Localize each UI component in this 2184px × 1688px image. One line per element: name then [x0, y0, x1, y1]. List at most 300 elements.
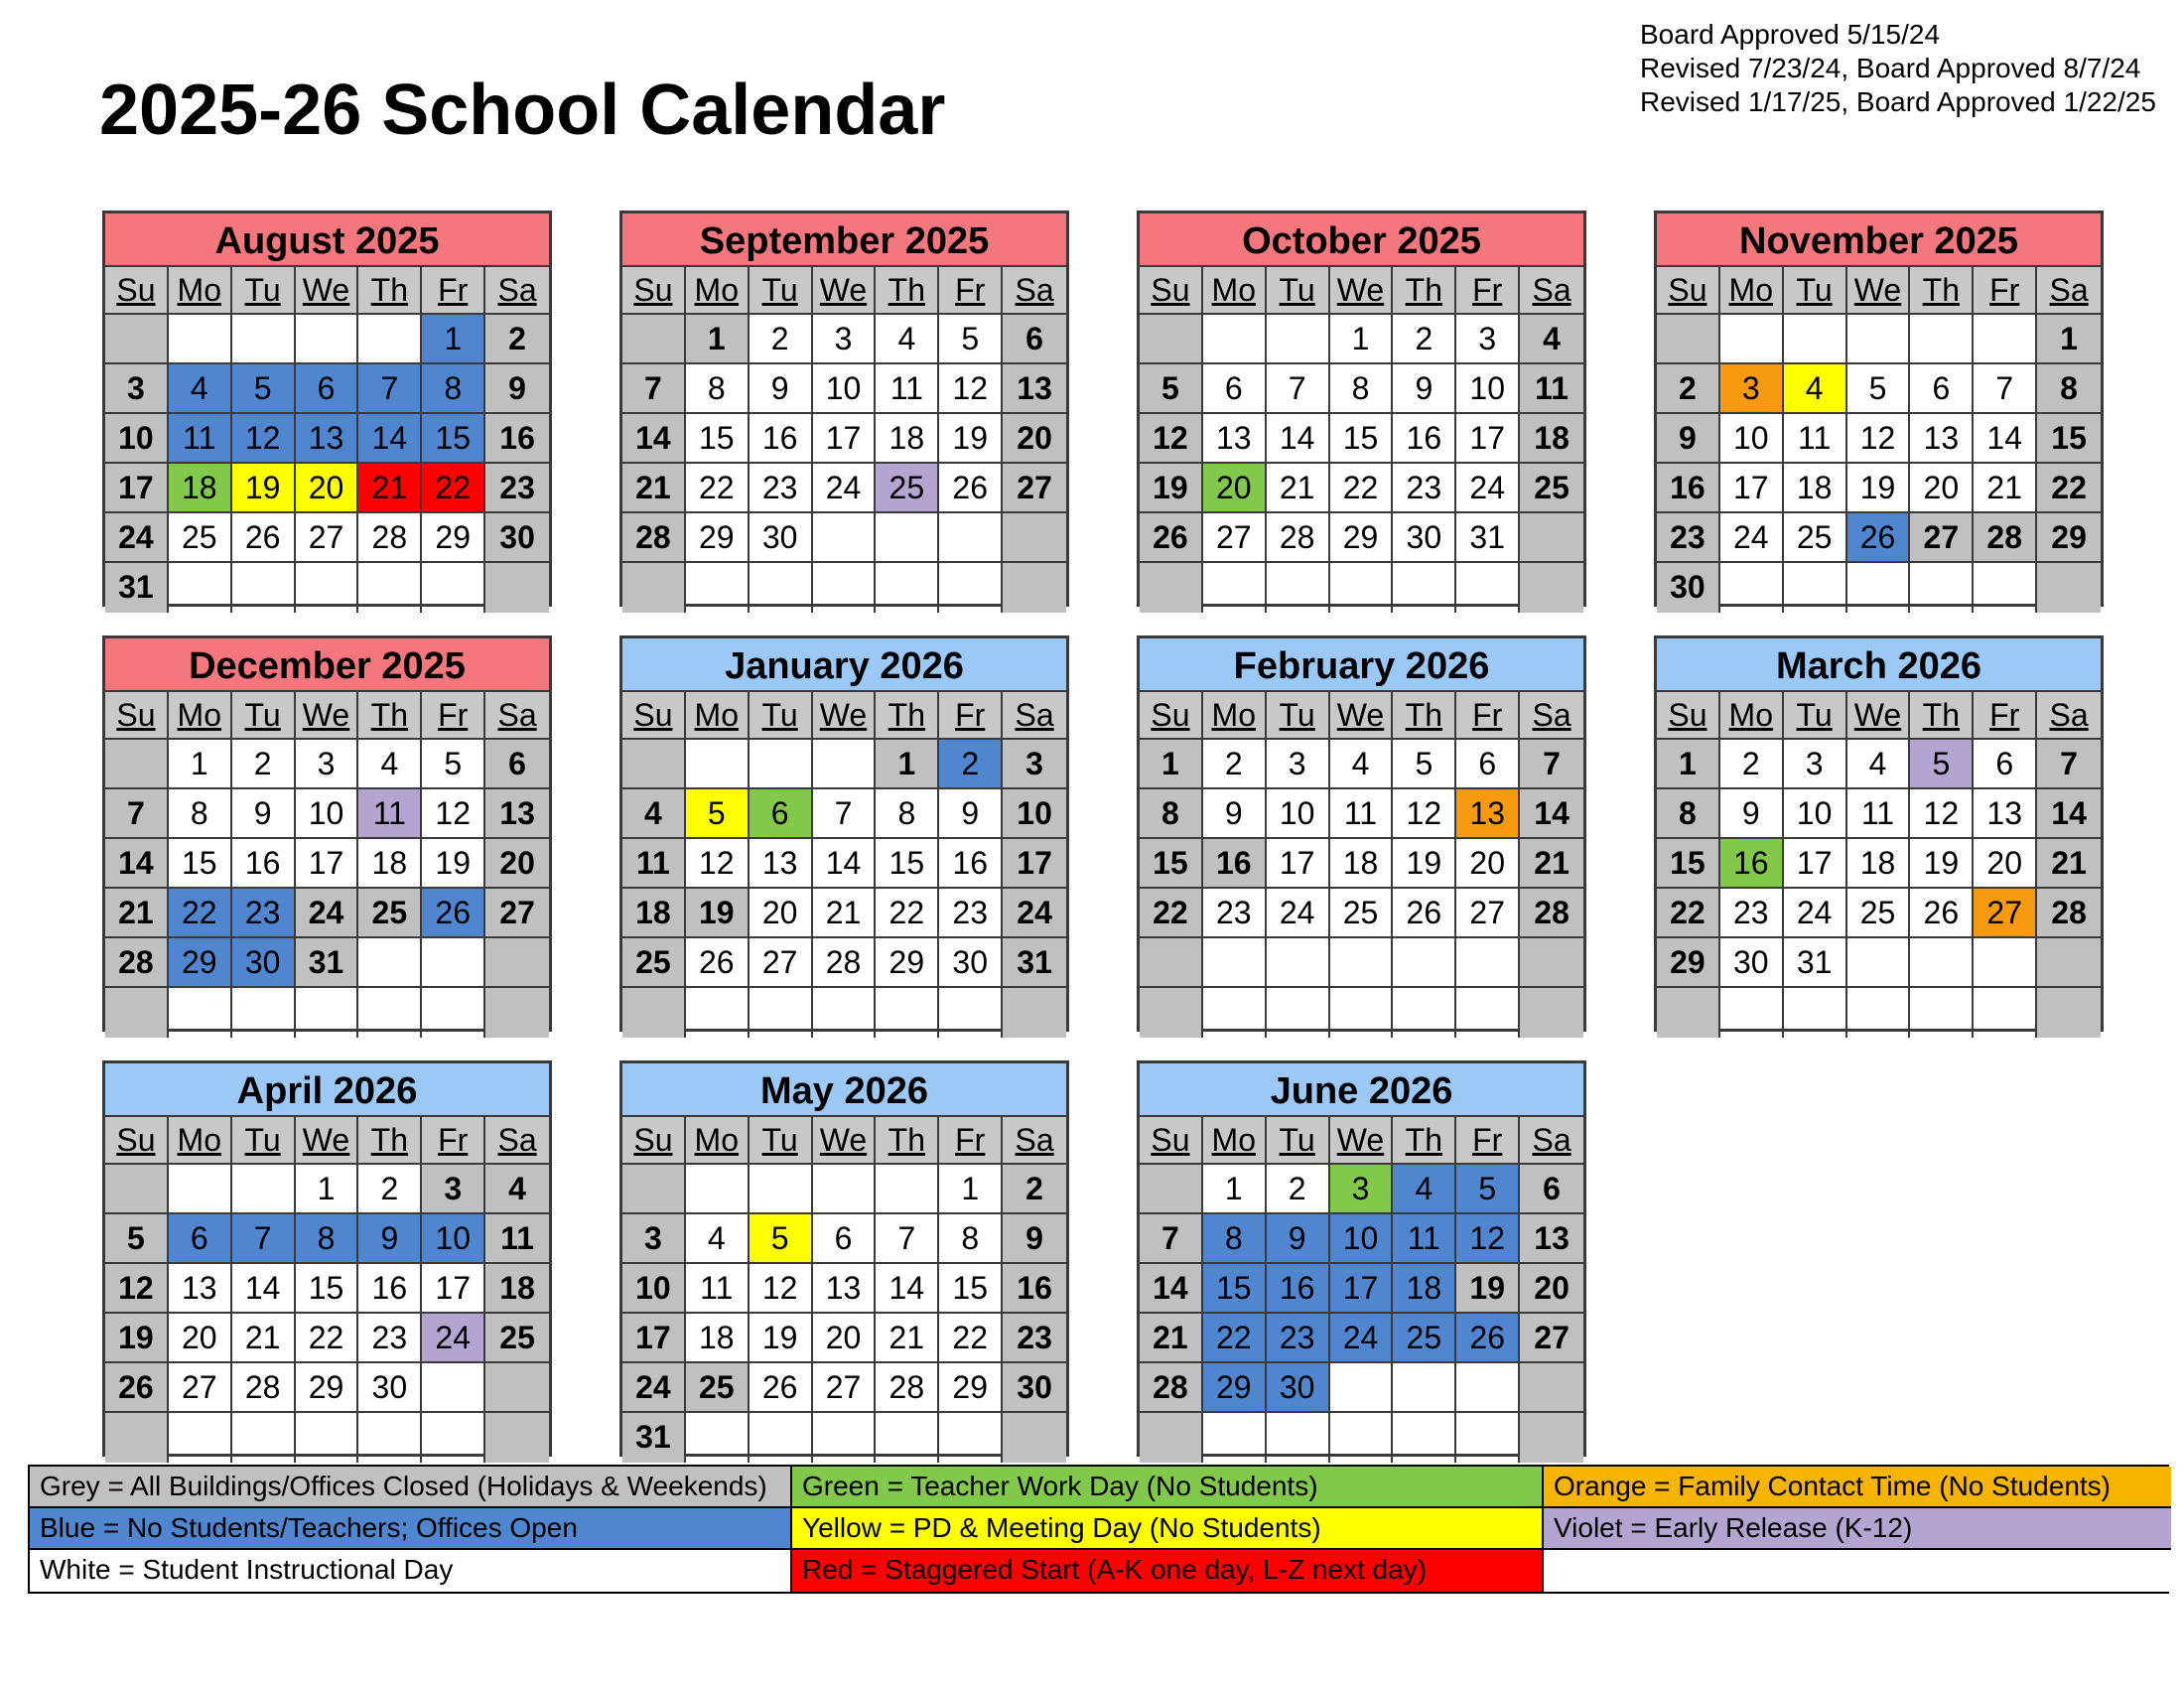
day-cell: 13	[1520, 1214, 1583, 1264]
empty-day-cell	[1910, 988, 1974, 1038]
day-cell: 6	[750, 789, 813, 839]
empty-day-cell	[622, 1165, 686, 1214]
day-cell: 26	[939, 464, 1003, 513]
weekday-label: Fr	[1456, 1117, 1520, 1165]
empty-day-cell	[485, 938, 549, 988]
empty-day-cell	[1456, 1413, 1520, 1463]
weekday-label: Fr	[1456, 692, 1520, 740]
empty-day-cell	[422, 1413, 485, 1463]
day-cell: 20	[1456, 839, 1520, 889]
day-cell: 13	[169, 1264, 232, 1314]
day-cell: 10	[1003, 789, 1066, 839]
day-cell: 3	[1003, 740, 1066, 789]
day-cell: 17	[296, 839, 359, 889]
day-cell: 2	[1267, 1165, 1330, 1214]
day-cell: 18	[1784, 464, 1847, 513]
day-cell: 19	[1910, 839, 1974, 889]
empty-day-cell	[1203, 1413, 1267, 1463]
day-cell: 10	[1456, 364, 1520, 414]
empty-day-cell	[105, 1413, 169, 1463]
empty-day-cell	[1456, 988, 1520, 1038]
day-cell: 28	[1140, 1363, 1203, 1413]
weekday-label: Sa	[485, 267, 549, 315]
day-cell: 29	[296, 1363, 359, 1413]
day-cell: 21	[1974, 464, 2037, 513]
empty-day-cell	[1140, 1413, 1203, 1463]
weekday-label: Mo	[686, 267, 750, 315]
day-cell: 20	[1974, 839, 2037, 889]
day-cell: 17	[1784, 839, 1847, 889]
weekday-label: Su	[105, 1117, 169, 1165]
day-cell: 27	[1203, 513, 1267, 563]
day-cell: 19	[232, 464, 296, 513]
month-title: January 2026	[622, 638, 1066, 692]
legend-item-white: White = Student Instructional Day	[30, 1550, 792, 1592]
empty-day-cell	[485, 1363, 549, 1413]
weekday-label: Th	[1393, 692, 1456, 740]
empty-day-cell	[876, 1165, 939, 1214]
day-cell: 15	[876, 839, 939, 889]
weekday-label: Su	[105, 267, 169, 315]
month-september-2025	[619, 211, 1069, 607]
day-cell: 7	[813, 789, 877, 839]
day-cell: 21	[1520, 839, 1583, 889]
day-cell: 15	[2037, 414, 2101, 464]
day-cell: 21	[813, 889, 877, 938]
legend-item-yellow: Yellow = PD & Meeting Day (No Students)	[792, 1508, 1544, 1550]
day-cell: 2	[485, 315, 549, 364]
day-cell: 30	[1267, 1363, 1330, 1413]
day-cell: 30	[750, 513, 813, 563]
day-cell: 21	[622, 464, 686, 513]
empty-day-cell	[1003, 563, 1066, 613]
empty-day-cell	[813, 563, 877, 613]
weekday-label: Mo	[1720, 267, 1784, 315]
empty-day-cell	[1140, 988, 1203, 1038]
day-cell: 8	[169, 789, 232, 839]
weekday-label: Th	[358, 267, 422, 315]
empty-day-cell	[1974, 315, 2037, 364]
day-cell: 30	[1657, 563, 1720, 613]
day-cell: 10	[1330, 1214, 1394, 1264]
day-cell: 21	[1267, 464, 1330, 513]
month-title: March 2026	[1657, 638, 2101, 692]
day-cell: 24	[1003, 889, 1066, 938]
empty-day-cell	[1267, 938, 1330, 988]
weekday-label: Fr	[422, 267, 485, 315]
day-cell: 4	[169, 364, 232, 414]
empty-day-cell	[1520, 988, 1583, 1038]
day-cell: 29	[169, 938, 232, 988]
day-cell: 14	[105, 839, 169, 889]
day-cell: 10	[105, 414, 169, 464]
empty-day-cell	[622, 563, 686, 613]
empty-day-cell	[1140, 563, 1203, 613]
weekday-label: Mo	[1203, 692, 1267, 740]
day-cell: 15	[1203, 1264, 1267, 1314]
day-cell: 4	[1330, 740, 1394, 789]
day-cell: 24	[1267, 889, 1330, 938]
weekday-label: Su	[1140, 267, 1203, 315]
weekday-label: Fr	[1974, 267, 2037, 315]
empty-day-cell	[169, 988, 232, 1038]
empty-day-cell	[1784, 563, 1847, 613]
empty-day-cell	[1974, 988, 2037, 1038]
day-cell: 18	[485, 1264, 549, 1314]
weekday-label: Su	[622, 267, 686, 315]
day-cell: 17	[813, 414, 877, 464]
empty-day-cell	[1330, 988, 1394, 1038]
day-cell: 23	[939, 889, 1003, 938]
day-cell: 10	[622, 1264, 686, 1314]
day-cell: 1	[1330, 315, 1394, 364]
day-cell: 11	[1847, 789, 1911, 839]
day-cell: 26	[1456, 1314, 1520, 1363]
day-cell: 4	[622, 789, 686, 839]
day-cell: 4	[876, 315, 939, 364]
weekday-label: Tu	[1267, 267, 1330, 315]
empty-day-cell	[169, 1165, 232, 1214]
day-cell: 14	[1520, 789, 1583, 839]
weekday-label: We	[1330, 1117, 1394, 1165]
empty-day-cell	[1910, 315, 1974, 364]
day-cell: 23	[750, 464, 813, 513]
weekday-label: Sa	[2037, 267, 2101, 315]
day-cell: 20	[1203, 464, 1267, 513]
day-cell: 2	[750, 315, 813, 364]
day-cell: 9	[1203, 789, 1267, 839]
weekday-label: Tu	[1784, 267, 1847, 315]
weekday-label: Sa	[1520, 692, 1583, 740]
day-cell: 3	[1720, 364, 1784, 414]
empty-day-cell	[422, 938, 485, 988]
day-cell: 25	[1784, 513, 1847, 563]
color-legend	[28, 1465, 2169, 1594]
weekday-label: Sa	[1003, 1117, 1066, 1165]
day-cell: 26	[750, 1363, 813, 1413]
day-cell: 17	[105, 464, 169, 513]
empty-day-cell	[105, 1165, 169, 1214]
empty-day-cell	[686, 988, 750, 1038]
day-cell: 6	[1456, 740, 1520, 789]
day-cell: 24	[1456, 464, 1520, 513]
day-cell: 13	[1910, 414, 1974, 464]
day-cell: 25	[358, 889, 422, 938]
weekday-label: We	[813, 692, 877, 740]
empty-day-cell	[2037, 988, 2101, 1038]
day-cell: 22	[422, 464, 485, 513]
day-cell: 4	[485, 1165, 549, 1214]
empty-day-cell	[1393, 563, 1456, 613]
day-cell: 1	[2037, 315, 2101, 364]
day-cell: 20	[169, 1314, 232, 1363]
day-cell: 16	[1657, 464, 1720, 513]
empty-day-cell	[622, 988, 686, 1038]
empty-day-cell	[232, 988, 296, 1038]
day-cell: 29	[2037, 513, 2101, 563]
day-cell: 28	[876, 1363, 939, 1413]
weekday-label: Th	[1393, 1117, 1456, 1165]
day-cell: 30	[358, 1363, 422, 1413]
day-cell: 6	[296, 364, 359, 414]
day-cell: 18	[686, 1314, 750, 1363]
day-cell: 15	[1330, 414, 1394, 464]
empty-day-cell	[1203, 315, 1267, 364]
day-cell: 31	[1784, 938, 1847, 988]
empty-day-cell	[2037, 563, 2101, 613]
day-cell: 30	[1003, 1363, 1066, 1413]
day-cell: 1	[876, 740, 939, 789]
day-cell: 15	[169, 839, 232, 889]
weekday-label: Sa	[1520, 267, 1583, 315]
day-cell: 13	[1203, 414, 1267, 464]
day-cell: 27	[1520, 1314, 1583, 1363]
empty-day-cell	[1974, 563, 2037, 613]
day-cell: 30	[1393, 513, 1456, 563]
day-cell: 26	[232, 513, 296, 563]
day-cell: 21	[876, 1314, 939, 1363]
empty-day-cell	[232, 1165, 296, 1214]
empty-day-cell	[622, 315, 686, 364]
day-cell: 5	[939, 315, 1003, 364]
day-cell: 2	[1657, 364, 1720, 414]
day-cell: 7	[876, 1214, 939, 1264]
empty-day-cell	[1267, 1413, 1330, 1463]
day-cell: 18	[1520, 414, 1583, 464]
empty-day-cell	[1330, 1413, 1394, 1463]
day-cell: 12	[1456, 1214, 1520, 1264]
day-cell: 8	[422, 364, 485, 414]
empty-day-cell	[2037, 938, 2101, 988]
day-cell: 16	[750, 414, 813, 464]
revision-line: Revised 1/17/25, Board Approved 1/22/25	[1640, 86, 2156, 117]
month-february-2026	[1137, 635, 1586, 1032]
day-cell: 22	[1203, 1314, 1267, 1363]
weekday-label: Tu	[1267, 1117, 1330, 1165]
day-cell: 15	[422, 414, 485, 464]
day-cell: 16	[1003, 1264, 1066, 1314]
day-cell: 3	[296, 740, 359, 789]
day-cell: 3	[1267, 740, 1330, 789]
day-cell: 14	[2037, 789, 2101, 839]
month-title: February 2026	[1140, 638, 1583, 692]
day-cell: 9	[939, 789, 1003, 839]
month-title: November 2025	[1657, 213, 2101, 267]
weekday-label: Th	[1393, 267, 1456, 315]
day-cell: 22	[876, 889, 939, 938]
day-cell: 22	[169, 889, 232, 938]
month-december-2025	[102, 635, 552, 1032]
empty-day-cell	[1330, 1363, 1394, 1413]
day-cell: 4	[1393, 1165, 1456, 1214]
month-november-2025	[1654, 211, 2104, 607]
empty-day-cell	[939, 988, 1003, 1038]
day-cell: 16	[1393, 414, 1456, 464]
day-cell: 29	[422, 513, 485, 563]
empty-day-cell	[296, 315, 359, 364]
day-cell: 8	[1140, 789, 1203, 839]
day-cell: 3	[622, 1214, 686, 1264]
empty-day-cell	[169, 563, 232, 613]
month-april-2026	[102, 1060, 552, 1457]
day-cell: 5	[1847, 364, 1911, 414]
day-cell: 26	[422, 889, 485, 938]
day-cell: 29	[1203, 1363, 1267, 1413]
day-cell: 2	[232, 740, 296, 789]
day-cell: 26	[105, 1363, 169, 1413]
day-cell: 9	[750, 364, 813, 414]
empty-day-cell	[1203, 563, 1267, 613]
empty-day-cell	[1140, 315, 1203, 364]
empty-day-cell	[813, 1413, 877, 1463]
day-cell: 9	[1720, 789, 1784, 839]
weekday-label: Sa	[1003, 267, 1066, 315]
day-cell: 12	[1910, 789, 1974, 839]
day-cell: 8	[1657, 789, 1720, 839]
month-title: December 2025	[105, 638, 549, 692]
weekday-label: Tu	[750, 267, 813, 315]
day-cell: 2	[1203, 740, 1267, 789]
month-title: June 2026	[1140, 1063, 1583, 1117]
day-cell: 18	[1330, 839, 1394, 889]
day-cell: 28	[2037, 889, 2101, 938]
day-cell: 13	[1456, 789, 1520, 839]
day-cell: 16	[1267, 1264, 1330, 1314]
empty-day-cell	[105, 315, 169, 364]
empty-day-cell	[876, 513, 939, 563]
day-cell: 8	[296, 1214, 359, 1264]
day-cell: 26	[686, 938, 750, 988]
day-cell: 25	[686, 1363, 750, 1413]
day-cell: 14	[1140, 1264, 1203, 1314]
day-cell: 9	[1657, 414, 1720, 464]
weekday-label: Mo	[169, 267, 232, 315]
day-cell: 11	[358, 789, 422, 839]
day-cell: 5	[1393, 740, 1456, 789]
day-cell: 7	[1974, 364, 2037, 414]
day-cell: 13	[750, 839, 813, 889]
day-cell: 6	[1203, 364, 1267, 414]
legend-item-blue: Blue = No Students/Teachers; Offices Open	[30, 1508, 792, 1550]
weekday-label: We	[1330, 692, 1394, 740]
day-cell: 27	[1910, 513, 1974, 563]
weekday-label: Fr	[422, 692, 485, 740]
legend-item-grey: Grey = All Buildings/Offices Closed (Holidays & Weekends)	[30, 1467, 792, 1508]
day-cell: 12	[939, 364, 1003, 414]
day-cell: 15	[296, 1264, 359, 1314]
day-cell: 24	[1720, 513, 1784, 563]
day-cell: 16	[939, 839, 1003, 889]
day-cell: 8	[2037, 364, 2101, 414]
day-cell: 22	[1657, 889, 1720, 938]
weekday-label: Th	[876, 1117, 939, 1165]
month-title: April 2026	[105, 1063, 549, 1117]
day-cell: 24	[1330, 1314, 1394, 1363]
day-cell: 30	[485, 513, 549, 563]
day-cell: 28	[1974, 513, 2037, 563]
day-cell: 14	[358, 414, 422, 464]
day-cell: 12	[750, 1264, 813, 1314]
day-cell: 31	[1003, 938, 1066, 988]
day-cell: 20	[485, 839, 549, 889]
day-cell: 27	[750, 938, 813, 988]
weekday-label: Sa	[485, 692, 549, 740]
day-cell: 22	[686, 464, 750, 513]
revision-line: Board Approved 5/15/24	[1640, 19, 1941, 50]
empty-day-cell	[1847, 563, 1911, 613]
day-cell: 17	[1456, 414, 1520, 464]
weekday-label: Sa	[485, 1117, 549, 1165]
empty-day-cell	[105, 740, 169, 789]
day-cell: 9	[232, 789, 296, 839]
day-cell: 23	[1003, 1314, 1066, 1363]
empty-day-cell	[296, 563, 359, 613]
empty-day-cell	[1520, 938, 1583, 988]
day-cell: 16	[232, 839, 296, 889]
day-cell: 25	[169, 513, 232, 563]
weekday-label: Su	[622, 692, 686, 740]
day-cell: 1	[1203, 1165, 1267, 1214]
weekday-label: Th	[1910, 267, 1974, 315]
day-cell: 15	[1140, 839, 1203, 889]
day-cell: 20	[1520, 1264, 1583, 1314]
day-cell: 12	[1847, 414, 1911, 464]
day-cell: 9	[1267, 1214, 1330, 1264]
empty-day-cell	[686, 740, 750, 789]
day-cell: 14	[1974, 414, 2037, 464]
weekday-label: Mo	[686, 1117, 750, 1165]
empty-day-cell	[422, 563, 485, 613]
day-cell: 10	[1267, 789, 1330, 839]
empty-day-cell	[105, 988, 169, 1038]
empty-day-cell	[1003, 513, 1066, 563]
day-cell: 5	[1910, 740, 1974, 789]
day-cell: 31	[1456, 513, 1520, 563]
empty-day-cell	[1393, 1413, 1456, 1463]
day-cell: 3	[1456, 315, 1520, 364]
day-cell: 4	[686, 1214, 750, 1264]
day-cell: 28	[622, 513, 686, 563]
day-cell: 17	[422, 1264, 485, 1314]
day-cell: 24	[622, 1363, 686, 1413]
day-cell: 29	[939, 1363, 1003, 1413]
day-cell: 31	[105, 563, 169, 613]
month-january-2026	[619, 635, 1069, 1032]
day-cell: 19	[1847, 464, 1911, 513]
day-cell: 25	[622, 938, 686, 988]
day-cell: 15	[1657, 839, 1720, 889]
day-cell: 19	[939, 414, 1003, 464]
day-cell: 21	[232, 1314, 296, 1363]
empty-day-cell	[750, 1165, 813, 1214]
empty-day-cell	[1720, 315, 1784, 364]
empty-day-cell	[1910, 563, 1974, 613]
day-cell: 20	[1910, 464, 1974, 513]
day-cell: 5	[686, 789, 750, 839]
day-cell: 11	[1784, 414, 1847, 464]
day-cell: 23	[485, 464, 549, 513]
day-cell: 1	[939, 1165, 1003, 1214]
month-title: August 2025	[105, 213, 549, 267]
day-cell: 2	[1720, 740, 1784, 789]
day-cell: 20	[750, 889, 813, 938]
day-cell: 24	[422, 1314, 485, 1363]
weekday-label: Fr	[939, 267, 1003, 315]
day-cell: 16	[1720, 839, 1784, 889]
day-cell: 9	[1393, 364, 1456, 414]
day-cell: 5	[750, 1214, 813, 1264]
day-cell: 27	[1456, 889, 1520, 938]
